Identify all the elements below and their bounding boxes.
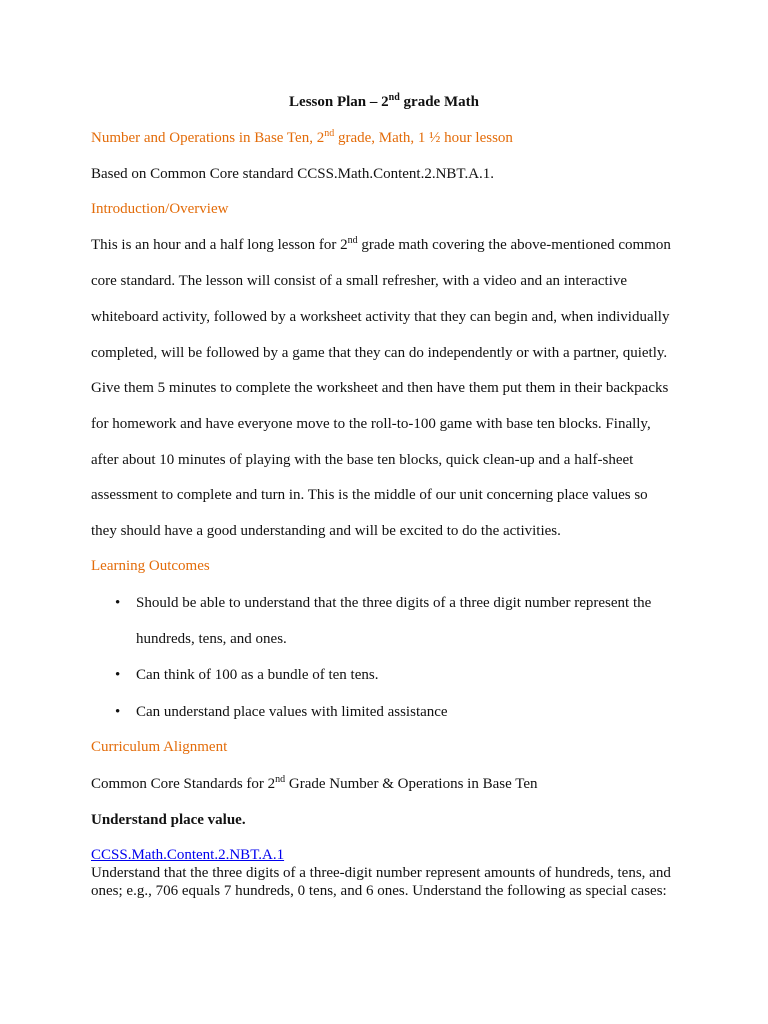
lesson-subtitle: Number and Operations in Base Ten, 2nd grade, Math, 1 ½ hour lesson	[91, 128, 513, 146]
standard-description: Understand that the three digits of a three-digit number represent amounts of hundreds, tens, and	[91, 865, 671, 881]
outcome-item-1-cont: hundreds, tens, and ones.	[136, 631, 287, 647]
intro-line: completed, will be followed by a game that they can do independently or with a partner, quietly.	[91, 345, 668, 361]
understand-heading: Understand place value.	[91, 812, 246, 828]
intro-line: core standard. The lesson will consist of a small refresher, with a video and an interactive	[91, 273, 628, 289]
outcomes-heading: Learning Outcomes	[91, 558, 210, 574]
intro-line: assessment to complete and turn in. This is the middle of our unit concerning place values so	[91, 487, 648, 503]
page-title: Lesson Plan – 2nd grade Math	[289, 92, 479, 110]
intro-line: after about 10 minutes of playing with the base ten blocks, quick clean-up and a half-sheet	[91, 452, 634, 468]
standard-link[interactable]: CCSS.Math.Content.2.NBT.A.1	[91, 847, 285, 863]
intro-line-1: This is an hour and a half long lesson for 2nd grade math covering the above-mentioned common	[91, 235, 671, 253]
standard-description: ones; e.g., 706 equals 7 hundreds, 0 tens, and 6 ones. Understand the following as special cases:	[91, 883, 667, 899]
based-on-standard: Based on Common Core standard CCSS.Math.Content.2.NBT.A.1.	[91, 166, 495, 182]
intro-line: for homework and have everyone move to the roll-to-100 game with base ten blocks. Finally,	[91, 416, 651, 432]
bullet-marker: •	[115, 704, 121, 720]
intro-line: whiteboard activity, followed by a worksheet activity that they can begin and, when individually	[91, 309, 670, 325]
standards-line: Common Core Standards for 2nd Grade Number & Operations in Base Ten	[91, 774, 538, 792]
outcome-item-2: Can think of 100 as a bundle of ten tens.	[136, 667, 379, 683]
intro-heading: Introduction/Overview	[91, 201, 229, 217]
outcome-item-1: Should be able to understand that the three digits of a three digit number represent the	[136, 595, 652, 611]
bullet-marker: •	[115, 595, 121, 611]
intro-line: Give them 5 minutes to complete the worksheet and then have them put them in their backpacks	[91, 380, 669, 396]
intro-line: they should have a good understanding and will be excited to do the activities.	[91, 523, 561, 539]
curriculum-heading: Curriculum Alignment	[91, 739, 228, 755]
outcome-item-3: Can understand place values with limited assistance	[136, 704, 448, 720]
bullet-marker: •	[115, 667, 121, 683]
